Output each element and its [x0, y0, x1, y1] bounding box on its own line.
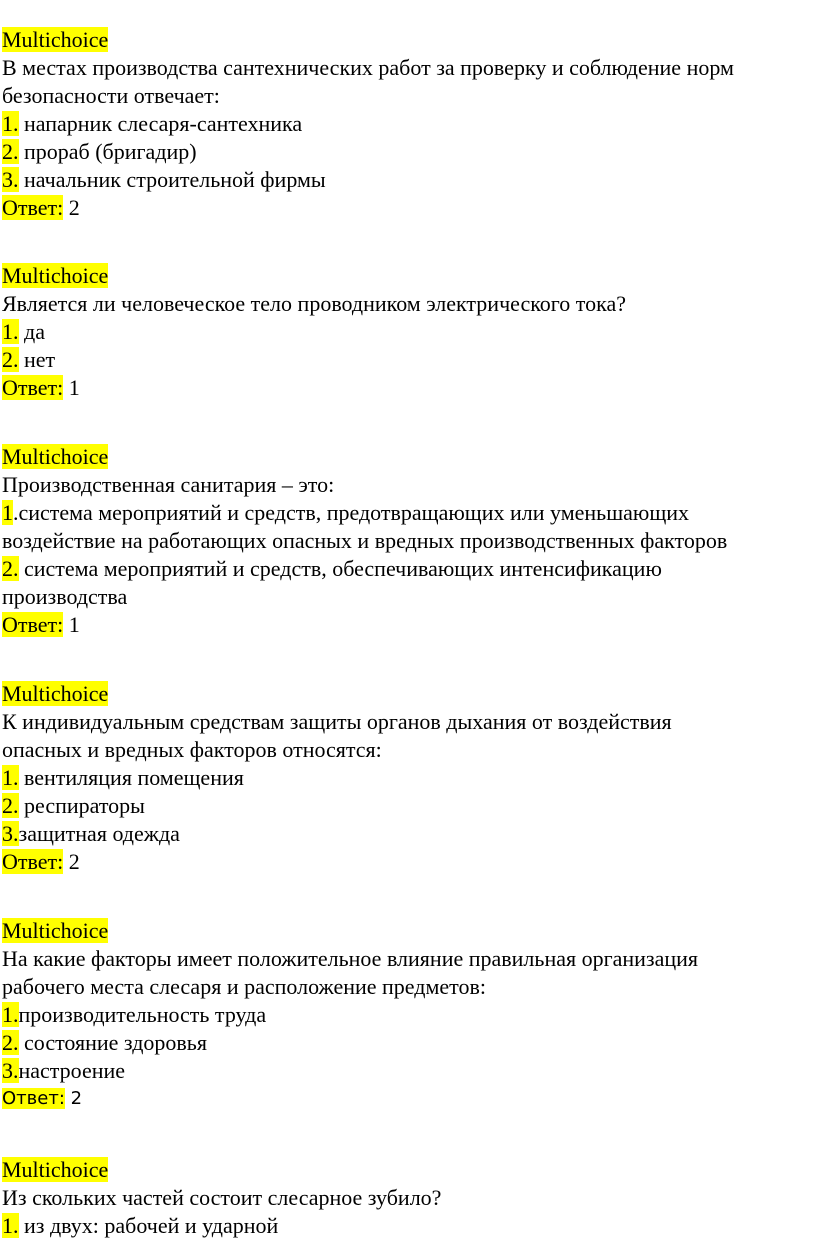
answer-label: Ответ:: [2, 195, 64, 220]
option-text: производительность труда: [18, 1002, 267, 1027]
question-type-highlight: Multichoice: [2, 444, 109, 469]
option-text: прораб (бригадир): [24, 139, 197, 164]
option-item: [0, 555, 816, 583]
option-number: 2.: [2, 347, 19, 372]
question-text-line: На какие факторы имеет положительное влияние правильная организация: [2, 946, 699, 971]
answer-line: [0, 848, 816, 876]
option-item: [0, 1057, 816, 1085]
option-number: 2.: [2, 793, 19, 818]
answer-value: 2: [68, 195, 80, 220]
option-text: вентиляция помещения: [24, 765, 244, 790]
question-type-label: [0, 1156, 816, 1184]
option-item: [0, 138, 816, 166]
answer-line: [0, 194, 816, 222]
option-text: настроение: [18, 1058, 126, 1083]
option-item: [0, 820, 816, 848]
answer-value: 2: [68, 849, 80, 874]
option-number: 3.: [2, 167, 19, 192]
question-block-2: [0, 262, 816, 402]
question-text-line: Производственная санитария – это:: [2, 472, 335, 497]
question-block-4: [0, 680, 816, 876]
question-text-line: опасных и вредных факторов относятся:: [2, 737, 382, 762]
option-text: состояние здоровья: [24, 1030, 207, 1055]
question-type-label: [0, 680, 816, 708]
option-text: респираторы: [24, 793, 145, 818]
option-text-continuation: воздействие на работающих опасных и вредных производственных факторов: [2, 528, 728, 553]
question-type-highlight: Multichoice: [2, 27, 109, 52]
option-text: да: [24, 319, 45, 344]
option-item: [0, 166, 816, 194]
answer-value: 1: [68, 375, 80, 400]
answer-value: 1: [68, 612, 80, 637]
option-number: 1.: [2, 319, 19, 344]
question-type-label: [0, 262, 816, 290]
option-item: [0, 110, 816, 138]
option-item: [0, 792, 816, 820]
option-number: 1.: [2, 1213, 19, 1238]
option-item: [0, 1029, 816, 1057]
option-item: [0, 318, 816, 346]
question-text-line: К индивидуальным средствам защиты органов дыхания от воздействия: [2, 709, 672, 734]
option-text: .система мероприятий и средств, предотвращающих или уменьшающих: [13, 500, 690, 525]
option-number: 2.: [2, 556, 19, 581]
option-number: 2.: [2, 1030, 19, 1055]
option-item: [0, 1001, 816, 1029]
option-text: начальник строительной фирмы: [24, 167, 326, 192]
question-text-line: безопасности отвечает:: [2, 83, 220, 108]
question-block-3: [0, 443, 816, 639]
question-text-line: Из скольких частей состоит слесарное зубило?: [2, 1185, 442, 1210]
question-text-line: Является ли человеческое тело проводником электрического тока?: [2, 291, 626, 316]
answer-line: [0, 374, 816, 402]
question-type-highlight: Multichoice: [2, 918, 109, 943]
option-number: 3.: [2, 821, 19, 846]
option-number: 1: [2, 500, 13, 525]
option-item: [0, 1212, 816, 1240]
question-type-label: [0, 443, 816, 471]
answer-value: 2: [70, 1088, 83, 1109]
answer-label: Ответ:: [2, 1088, 65, 1109]
question-text-line: В местах производства сантехнических работ за проверку и соблюдение норм: [2, 55, 734, 80]
option-number: 3.: [2, 1058, 19, 1083]
option-item: [0, 499, 816, 527]
answer-label: Ответ:: [2, 612, 64, 637]
answer-line: [0, 611, 816, 639]
answer-line: [0, 1085, 816, 1113]
question-type-highlight: Multichoice: [2, 681, 109, 706]
question-text-line: рабочего места слесаря и расположение предметов:: [2, 974, 486, 999]
question-type-label: [0, 917, 816, 945]
option-text-continuation: производства: [2, 584, 128, 609]
option-number: 1.: [2, 1002, 19, 1027]
answer-label: Ответ:: [2, 375, 64, 400]
option-text: нет: [24, 347, 56, 372]
option-number: 1.: [2, 765, 19, 790]
option-text: напарник слесаря-сантехника: [24, 111, 303, 136]
option-item: [0, 764, 816, 792]
question-block-6: [0, 1156, 816, 1240]
question-type-highlight: Multichoice: [2, 263, 109, 288]
option-number: 2.: [2, 139, 19, 164]
option-number: 1.: [2, 111, 19, 136]
question-block-1: [0, 26, 816, 222]
option-item: [0, 346, 816, 374]
question-type-label: [0, 26, 816, 54]
question-block-5: [0, 917, 816, 1113]
option-text: из двух: рабочей и ударной: [24, 1213, 279, 1238]
answer-label: Ответ:: [2, 849, 64, 874]
option-text: защитная одежда: [18, 821, 180, 846]
option-text: система мероприятий и средств, обеспечивающих интенсификацию: [24, 556, 662, 581]
question-type-highlight: Multichoice: [2, 1157, 109, 1182]
